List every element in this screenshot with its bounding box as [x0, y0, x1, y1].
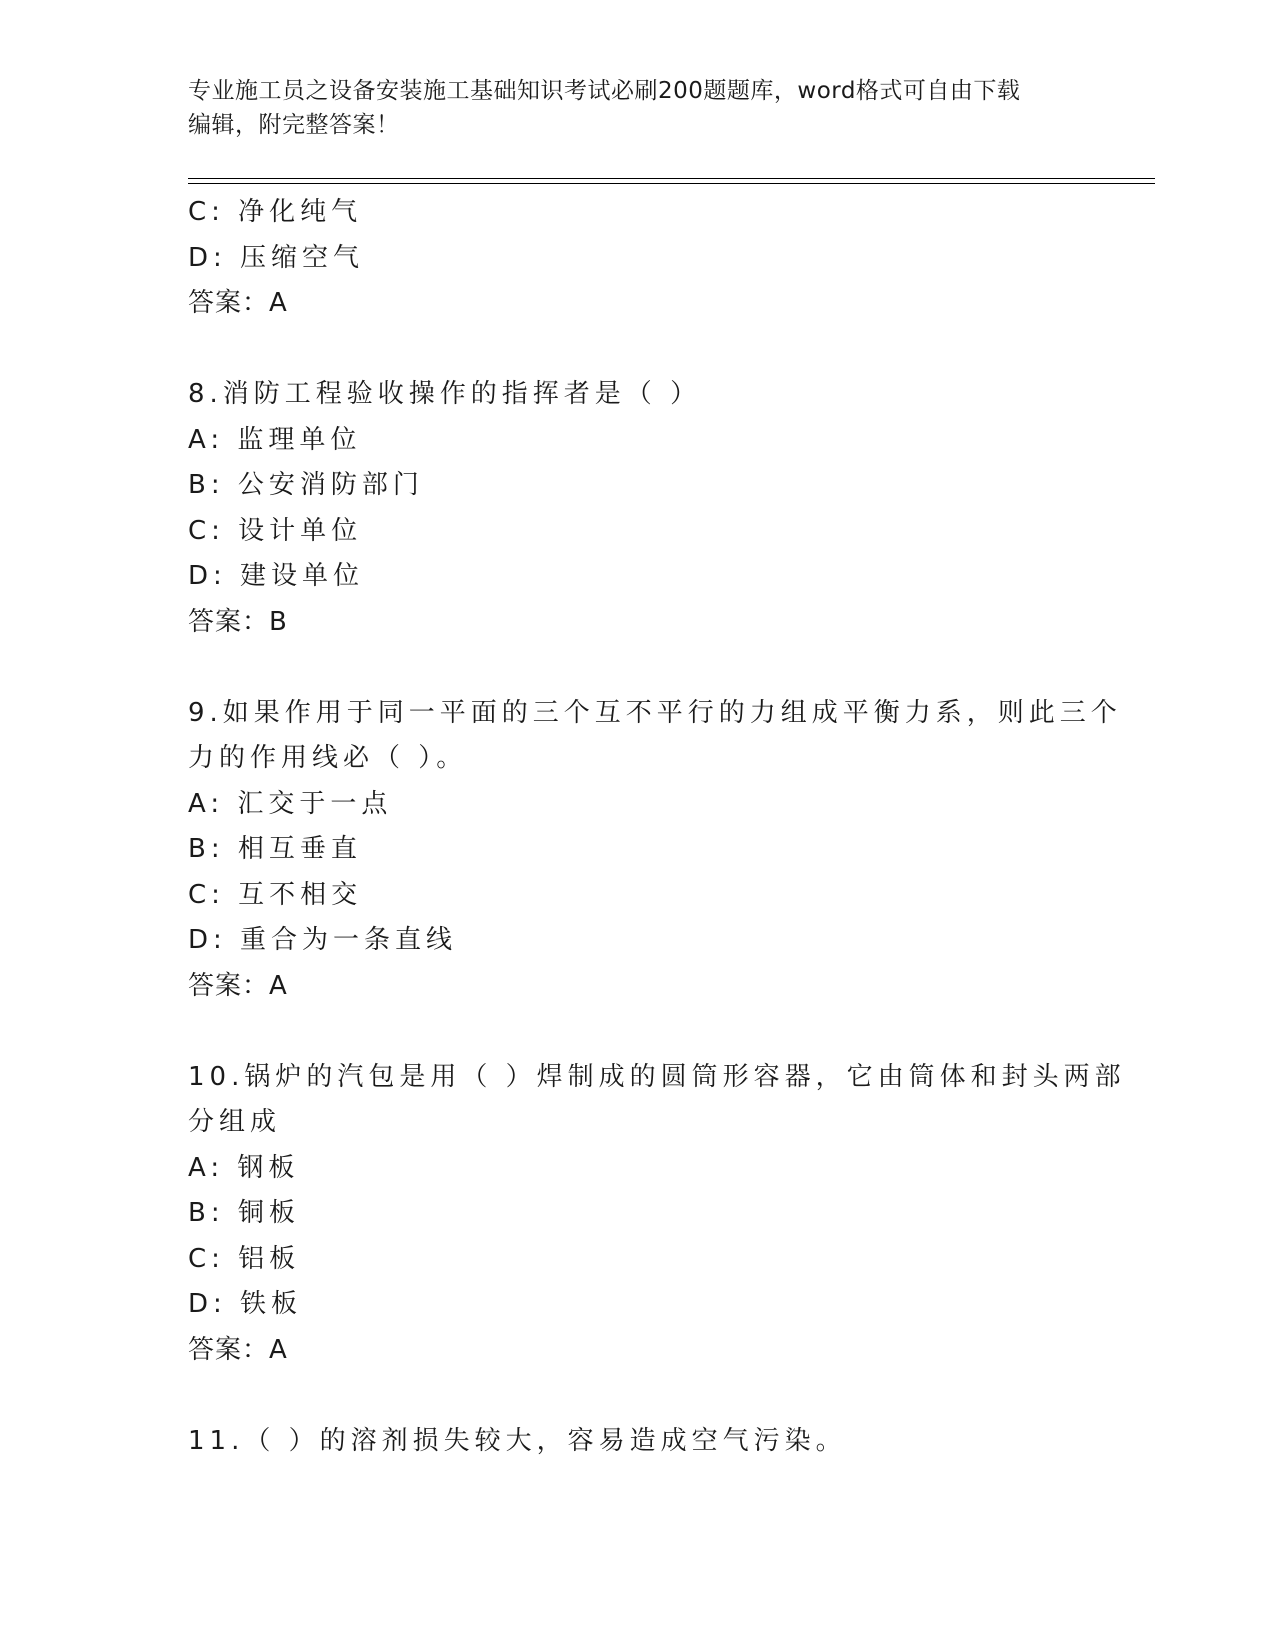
question-text-line-2: 分组成 [188, 1107, 282, 1137]
header-divider-top [188, 178, 1155, 179]
question-text: 8.消防工程验收操作的指挥者是（ ） [188, 379, 702, 409]
option-c: C: 互不相交 [188, 879, 363, 910]
option-a: A: 监理单位 [188, 424, 362, 455]
option-b: B: 铜板 [188, 1198, 300, 1228]
option-a: A: 汇交于一点 [188, 788, 393, 819]
option-b: B: 相互垂直 [188, 834, 362, 864]
option-b: B: 公安消防部门 [188, 470, 424, 500]
question-text-line-1: 10.锅炉的汽包是用（ ）焊制成的圆筒形容器，它由筒体和封头两部 [188, 1061, 1126, 1092]
option-d: D: 建设单位 [188, 561, 365, 591]
question-text-line-1: 9.如果作用于同一平面的三个互不平行的力组成平衡力系，则此三个 [188, 697, 1122, 728]
spacer [188, 645, 1088, 691]
header-divider-bottom [188, 183, 1155, 184]
question-9 [188, 691, 1122, 1010]
option-d: D: 铁板 [188, 1289, 303, 1319]
answer-line: 答案：B [188, 606, 288, 637]
previous-question-tail [188, 190, 1088, 327]
document-body [188, 190, 1126, 1464]
answer-line: 答案：A [188, 1334, 288, 1365]
header-line-1: 专业施工员之设备安装施工基础知识考试必刷200题题库，word格式可自由下载 [188, 78, 1021, 104]
question-11 [188, 1419, 1088, 1465]
answer-line: 答案：A [188, 970, 288, 1001]
answer-line: 答案：A [188, 288, 288, 318]
spacer [188, 1009, 1088, 1055]
header-line-2: 编辑，附完整答案！ [188, 112, 400, 138]
option-a: A: 钢板 [188, 1152, 300, 1183]
spacer [188, 327, 1088, 373]
option-c: C: 铝板 [188, 1243, 301, 1274]
question-text: 11.（ ）的溶剂损失较大，容易造成空气污染。 [188, 1425, 847, 1456]
spacer [188, 1373, 1088, 1419]
option-c: C: 净化纯气 [188, 197, 363, 227]
question-10 [188, 1055, 1126, 1374]
question-text-line-2: 力的作用线必（ ）。 [188, 743, 468, 773]
document-header [188, 74, 1088, 142]
question-8 [188, 372, 1088, 645]
option-d: D: 重合为一条直线 [188, 925, 458, 955]
option-d: D: 压缩空气 [188, 242, 365, 273]
option-c: C: 设计单位 [188, 515, 363, 546]
